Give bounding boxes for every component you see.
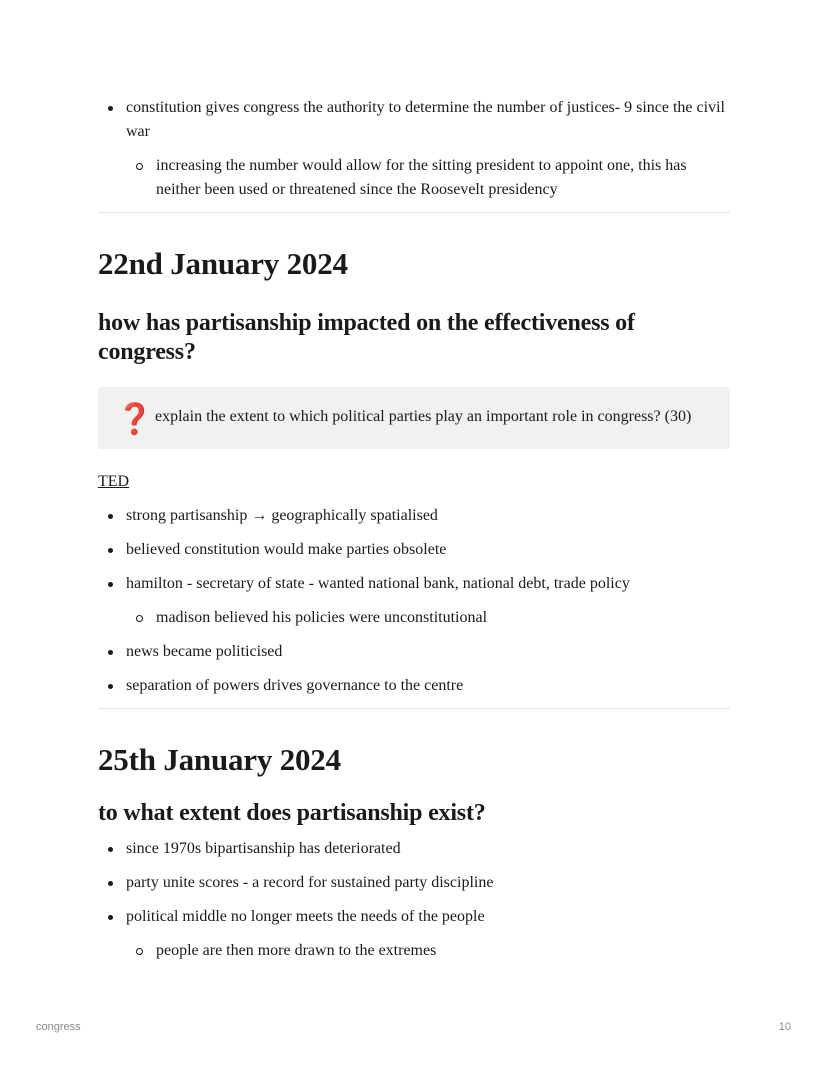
list-item: hamilton - secretary of state - wanted national bank, national debt, trade policy <box>98 572 730 596</box>
page-content <box>98 96 730 973</box>
list-item: believed constitution would make parties obsolete <box>98 538 730 562</box>
callout-box <box>98 387 730 449</box>
list-item: since 1970s bipartisanship has deteriorated <box>98 837 730 861</box>
page-number: 10 <box>778 1021 791 1033</box>
question-heading: to what extent does partisanship exist? <box>98 800 486 826</box>
divider <box>98 708 730 709</box>
list-item: constitution gives congress the authority to determine the number of justices- 9 since the civil war <box>98 96 730 144</box>
bullet-list <box>98 837 730 963</box>
bullet-list <box>98 504 730 698</box>
question-heading: how has partisanship impacted on the effectiveness of congress? <box>98 310 635 365</box>
date-heading: 22nd January 2024 <box>98 246 348 281</box>
question-mark-icon: ❓ <box>116 402 154 437</box>
sub-list-item: increasing the number would allow for the sitting president to appoint one, this has neither been used or threatened since the Roosevelt presidency <box>98 154 730 202</box>
list-item: political middle no longer meets the needs of the people <box>98 905 730 929</box>
date-heading: 25th January 2024 <box>98 742 341 777</box>
sub-list-item: madison believed his policies were unconstitutional <box>98 606 730 630</box>
callout-text: explain the extent to which political parties play an important role in congress? (30) <box>155 408 692 425</box>
list-item: party unite scores - a record for sustained party discipline <box>98 871 730 895</box>
list-item: strong partisanship → geographically spatialised <box>98 504 730 528</box>
footer-title: congress <box>36 1021 81 1033</box>
divider <box>98 212 730 213</box>
list-item: separation of powers drives governance to the centre <box>98 674 730 698</box>
list-item: news became politicised <box>98 640 730 664</box>
bullet-list <box>98 96 730 202</box>
sub-list-item: people are then more drawn to the extremes <box>98 939 730 963</box>
section-label: TED <box>98 473 130 490</box>
